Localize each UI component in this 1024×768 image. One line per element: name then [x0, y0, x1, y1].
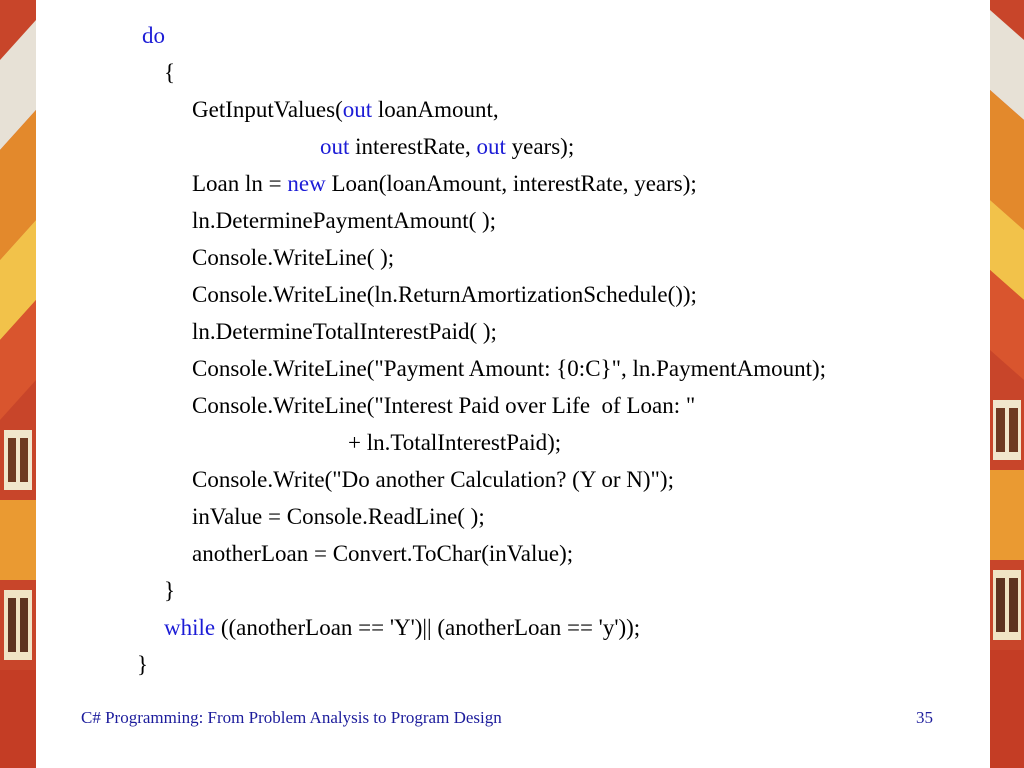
right-decorative-border [990, 0, 1024, 768]
code-line-12: + ln.TotalInterestPaid); [348, 430, 562, 455]
code-line-2: { [164, 60, 176, 85]
code-line-17: while ((anotherLoan == 'Y')|| (anotherLoan == 'y')); [164, 615, 641, 640]
code-line-11: Console.WriteLine("Interest Paid over Life of Loan: " [192, 393, 696, 418]
code-line-13: Console.Write("Do another Calculation? (Y or N)"); [192, 467, 674, 492]
code-line-18: } [137, 652, 149, 677]
keyword-out: out [342, 97, 373, 122]
code-line-1 [142, 22, 165, 50]
code-line-6: ln.DeterminePaymentAmount( ); [192, 208, 497, 233]
keyword-while: while [164, 615, 216, 640]
code-line-10: Console.WriteLine("Payment Amount: {0:C}", ln.PaymentAmount); [192, 356, 827, 381]
code-line-4: out interestRate, out years); [320, 134, 575, 159]
code-line-5: Loan ln = new Loan(loanAmount, interestRate, years); [192, 171, 697, 196]
code-line-8: Console.WriteLine(ln.ReturnAmortizationSchedule()); [192, 282, 697, 307]
keyword-out: out [476, 134, 506, 159]
left-building-graphic [0, 0, 36, 768]
right-building-graphic [990, 0, 1024, 768]
code-line-9: ln.DetermineTotalInterestPaid( ); [192, 319, 497, 344]
keyword-out: out [320, 134, 350, 159]
code-line-3: GetInputValues(out loanAmount, [192, 97, 499, 122]
slide-content [36, 0, 990, 768]
code-line-16: } [164, 578, 176, 603]
left-decorative-border [0, 0, 36, 768]
footer-book-title: C# Programming: From Problem Analysis to Program Design [81, 708, 502, 727]
code-line-14: inValue = Console.ReadLine( ); [192, 504, 485, 529]
keyword-new: new [287, 171, 326, 196]
slide-page-number: 35 [916, 708, 933, 727]
keyword-do: do [142, 23, 165, 48]
code-line-7: Console.WriteLine( ); [192, 245, 395, 270]
code-line-15: anotherLoan = Convert.ToChar(inValue); [192, 541, 574, 566]
